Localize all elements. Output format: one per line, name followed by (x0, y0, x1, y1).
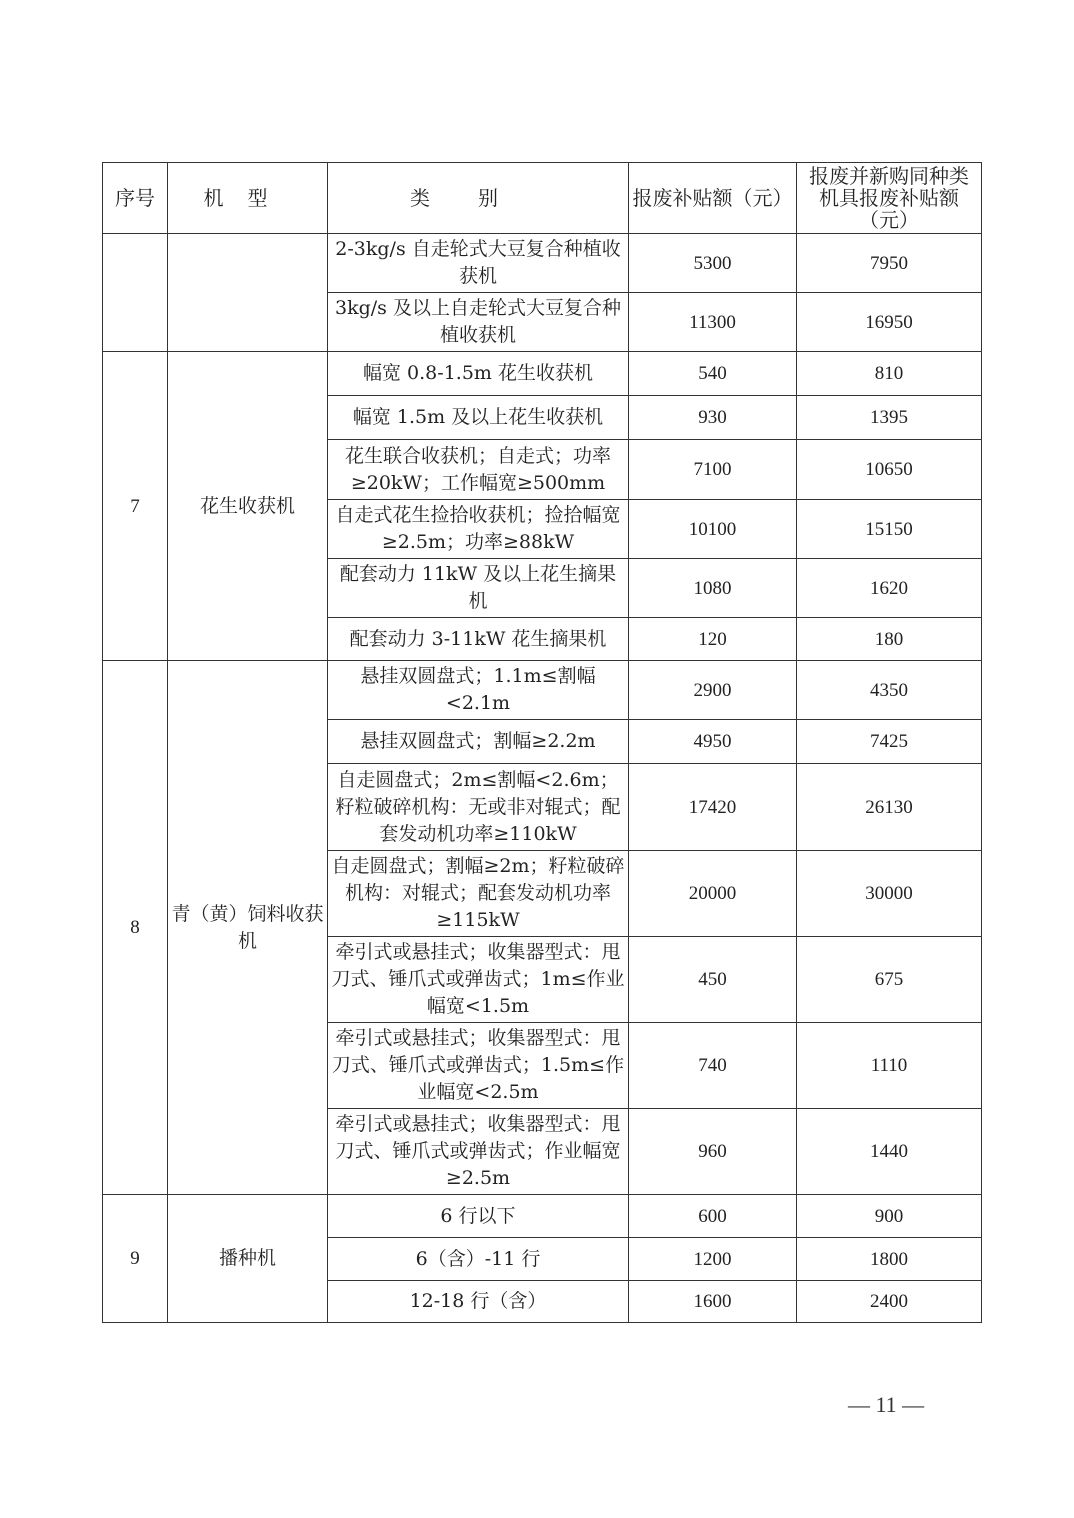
table-row (103, 661, 982, 720)
category-cell: 牵引式或悬挂式；收集器型式：甩刀式、锤爪式或弹齿式；作业幅宽≥2.5m (328, 1109, 629, 1195)
new-cell: 4350 (797, 661, 982, 720)
new-cell: 180 (797, 618, 982, 661)
header-model: 机型 (168, 163, 328, 234)
category-cell: 自走圆盘式；割幅≥2m；籽粒破碎机构：对辊式；配套发动机功率≥115kW (328, 851, 629, 937)
category-cell: 幅宽 1.5m 及以上花生收获机 (328, 396, 629, 440)
scrap-cell: 740 (629, 1023, 797, 1109)
model-cell-empty (168, 234, 328, 352)
new-cell: 7425 (797, 720, 982, 764)
table-row (103, 234, 982, 293)
scrap-cell: 10100 (629, 500, 797, 559)
header-seq: 序号 (103, 163, 168, 234)
scrap-cell: 7100 (629, 440, 797, 500)
new-cell: 1800 (797, 1238, 982, 1281)
header-scrap-subsidy: 报废补贴额（元） (629, 163, 797, 234)
model-cell: 播种机 (168, 1195, 328, 1323)
new-cell: 2400 (797, 1281, 982, 1323)
seq-cell: 9 (103, 1195, 168, 1323)
scrap-cell: 2900 (629, 661, 797, 720)
category-cell: 配套动力 3-11kW 花生摘果机 (328, 618, 629, 661)
scrap-cell: 1200 (629, 1238, 797, 1281)
scrap-cell: 540 (629, 352, 797, 396)
scrap-cell: 1080 (629, 559, 797, 618)
new-cell: 26130 (797, 764, 982, 851)
header-category: 类别 (328, 163, 629, 234)
seq-cell-empty (103, 234, 168, 352)
model-cell: 青（黄）饲料收获机 (168, 661, 328, 1195)
new-cell: 1620 (797, 559, 982, 618)
table-header-row (103, 163, 982, 234)
scrap-cell: 11300 (629, 293, 797, 352)
page-number: — 11 — (848, 1392, 925, 1417)
subsidy-table (102, 162, 982, 1323)
category-cell: 花生联合收获机；自走式；功率≥20kW；工作幅宽≥500mm (328, 440, 629, 500)
category-cell: 自走式花生捡拾收获机；捡拾幅宽≥2.5m；功率≥88kW (328, 500, 629, 559)
header-scrap-new-subsidy: 报废并新购同种类机具报废补贴额（元） (797, 163, 982, 234)
category-cell: 6 行以下 (328, 1195, 629, 1238)
scrap-cell: 1600 (629, 1281, 797, 1323)
category-cell: 6（含）-11 行 (328, 1238, 629, 1281)
category-cell: 配套动力 11kW 及以上花生摘果机 (328, 559, 629, 618)
category-cell: 2-3kg/s 自走轮式大豆复合种植收获机 (328, 234, 629, 293)
scrap-cell: 120 (629, 618, 797, 661)
new-cell: 1395 (797, 396, 982, 440)
category-cell: 悬挂双圆盘式；割幅≥2.2m (328, 720, 629, 764)
category-cell: 12-18 行（含） (328, 1281, 629, 1323)
scrap-cell: 930 (629, 396, 797, 440)
table-row (103, 352, 982, 396)
new-cell: 10650 (797, 440, 982, 500)
new-cell: 15150 (797, 500, 982, 559)
category-cell: 自走圆盘式；2m≤割幅<2.6m；籽粒破碎机构：无或非对辊式；配套发动机功率≥110kW (328, 764, 629, 851)
new-cell: 1110 (797, 1023, 982, 1109)
category-cell: 3kg/s 及以上自走轮式大豆复合种植收获机 (328, 293, 629, 352)
scrap-cell: 600 (629, 1195, 797, 1238)
new-cell: 16950 (797, 293, 982, 352)
seq-cell: 7 (103, 352, 168, 661)
scrap-cell: 450 (629, 937, 797, 1023)
scrap-cell: 5300 (629, 234, 797, 293)
category-cell: 悬挂双圆盘式；1.1m≤割幅<2.1m (328, 661, 629, 720)
scrap-cell: 960 (629, 1109, 797, 1195)
category-cell: 牵引式或悬挂式；收集器型式：甩刀式、锤爪式或弹齿式；1m≤作业幅宽<1.5m (328, 937, 629, 1023)
new-cell: 810 (797, 352, 982, 396)
new-cell: 675 (797, 937, 982, 1023)
scrap-cell: 17420 (629, 764, 797, 851)
new-cell: 900 (797, 1195, 982, 1238)
category-cell: 牵引式或悬挂式；收集器型式：甩刀式、锤爪式或弹齿式；1.5m≤作业幅宽<2.5m (328, 1023, 629, 1109)
model-cell: 花生收获机 (168, 352, 328, 661)
new-cell: 1440 (797, 1109, 982, 1195)
new-cell: 7950 (797, 234, 982, 293)
scrap-cell: 20000 (629, 851, 797, 937)
seq-cell: 8 (103, 661, 168, 1195)
table-row (103, 1195, 982, 1238)
scrap-cell: 4950 (629, 720, 797, 764)
category-cell: 幅宽 0.8-1.5m 花生收获机 (328, 352, 629, 396)
new-cell: 30000 (797, 851, 982, 937)
